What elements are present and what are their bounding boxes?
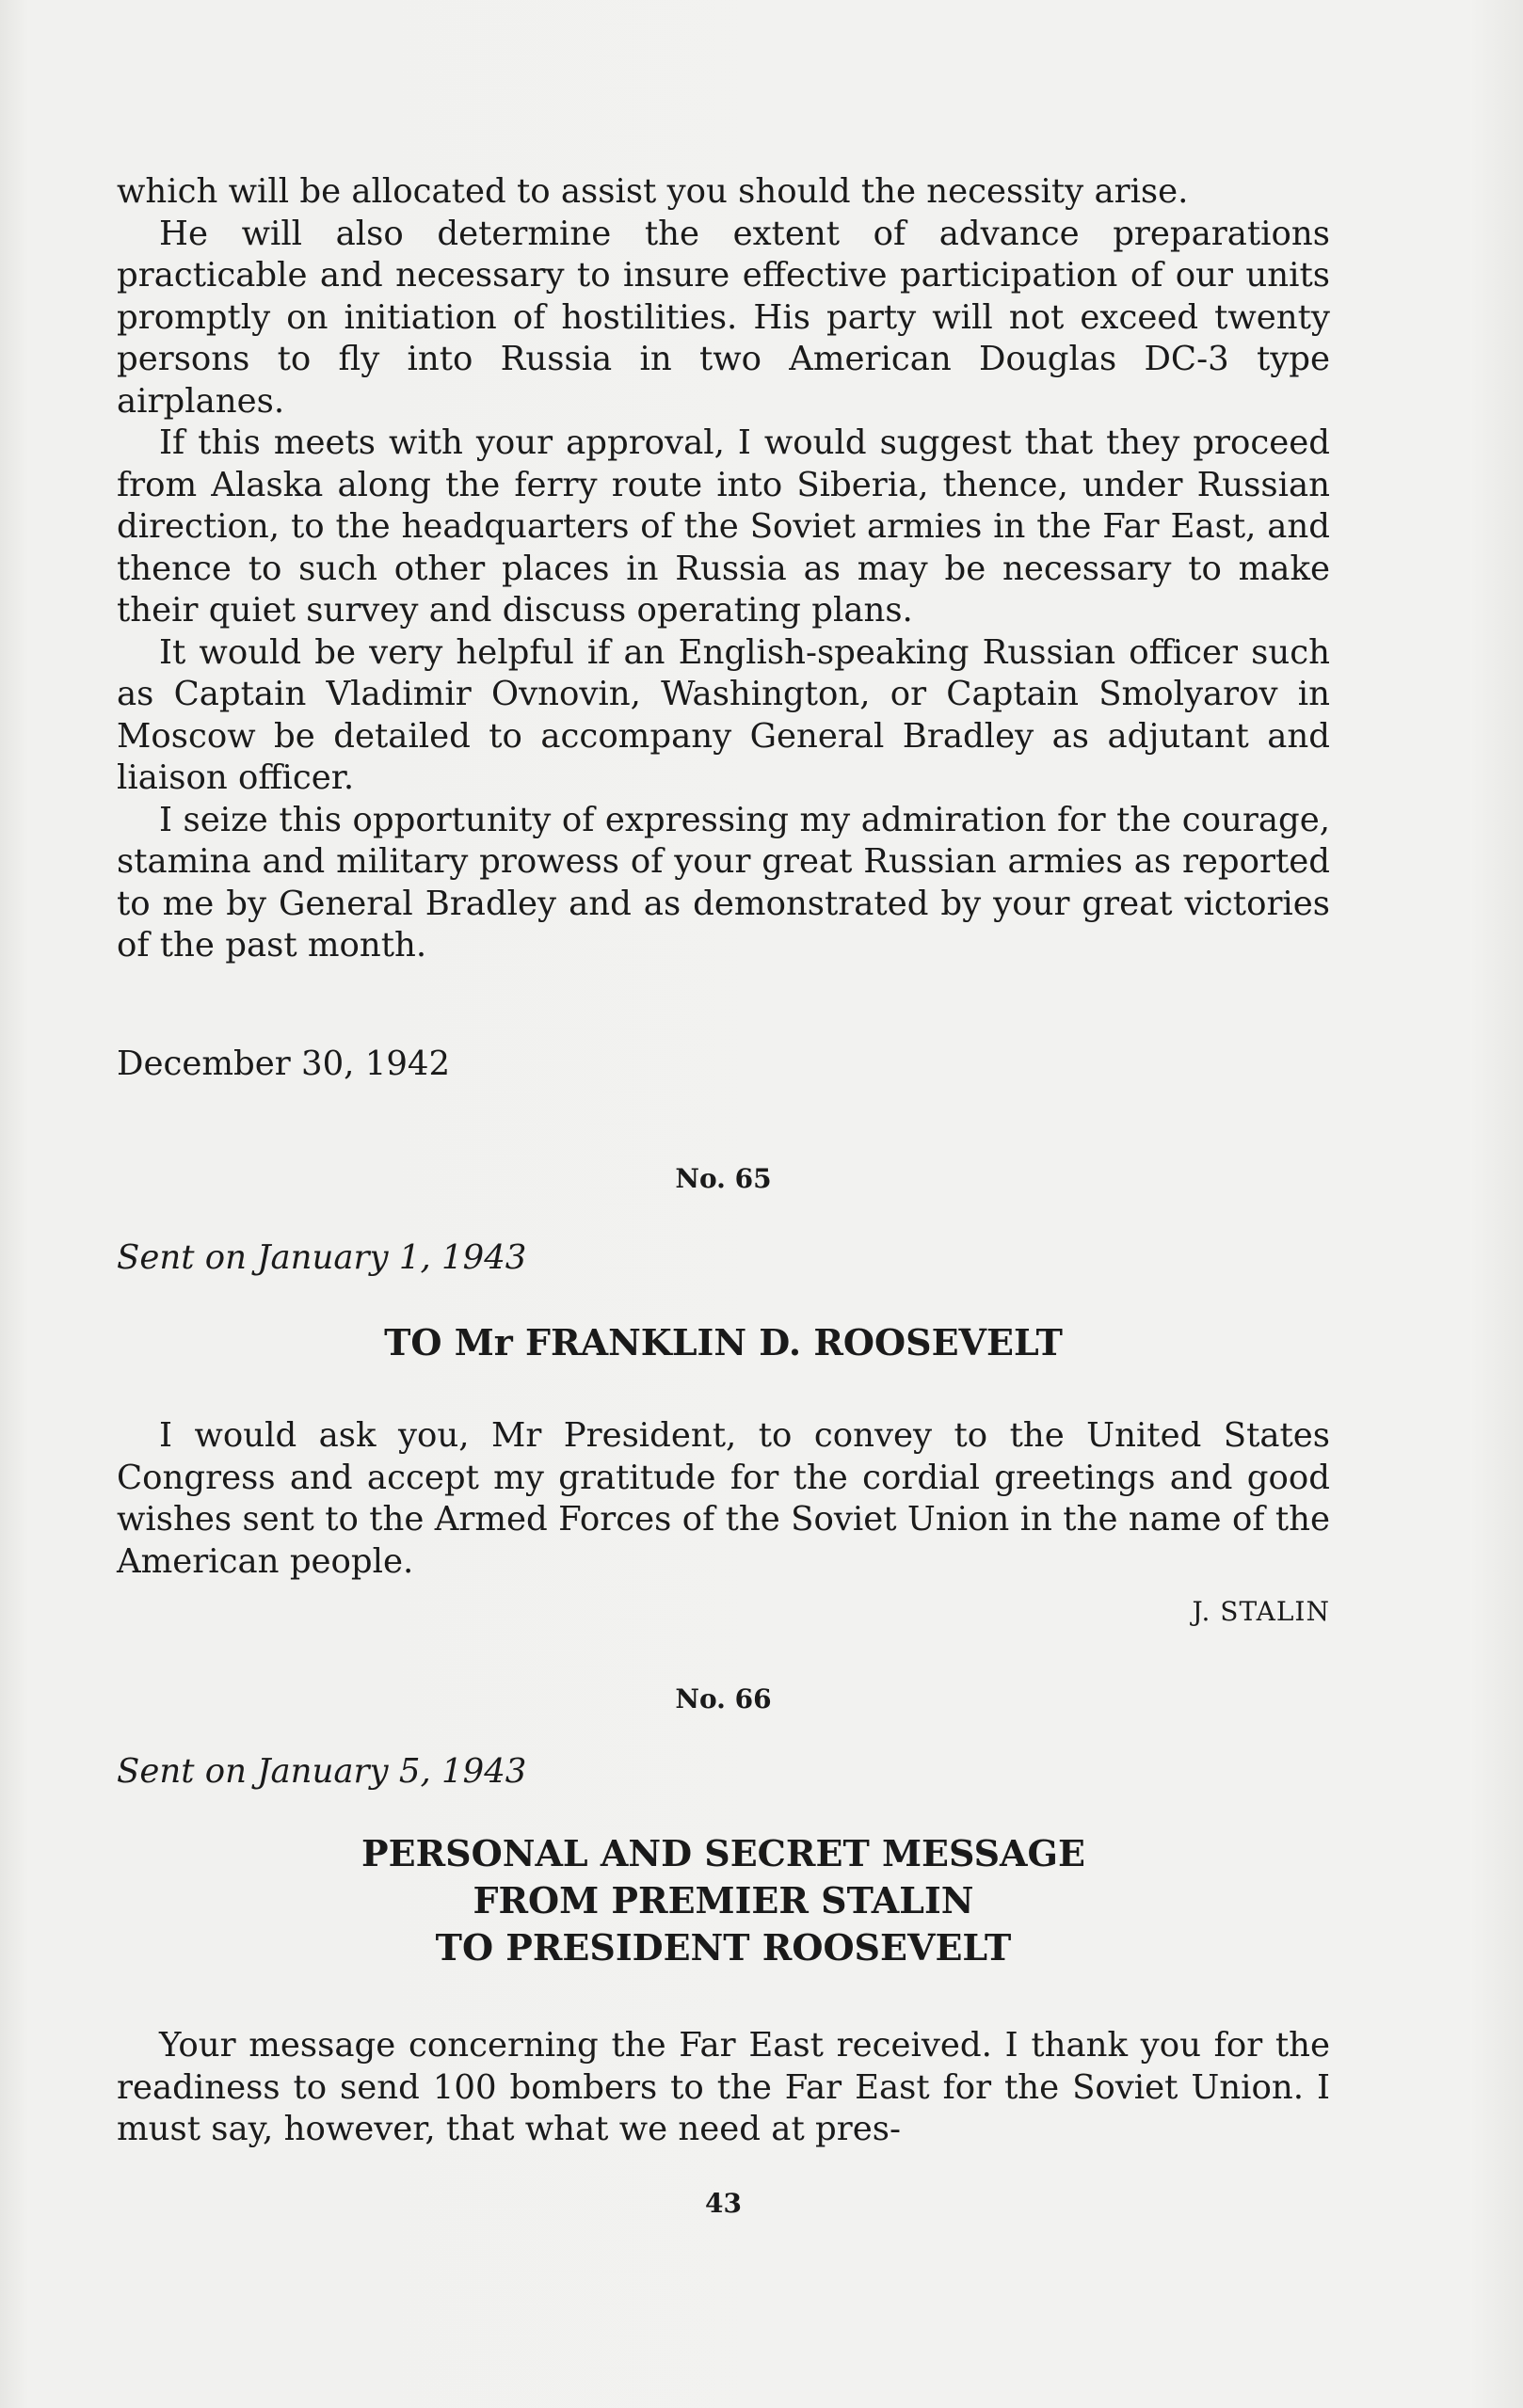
- document-heading: TO Mr FRANKLIN D. ROOSEVELT: [384, 1321, 1063, 1363]
- message-body: Your message concerning the Far East received. I thank you for the readiness to send 100 bombers to the Far East for the Soviet Union. I must say, however, that what we need at pres-: [117, 2026, 1330, 2148]
- message-body: I would ask you, Mr President, to convey to the United States Congress and accept my gratitude for the cordial greetings and good wishes sent to the Armed Forces of the Soviet Union in the name of the American people.: [117, 1416, 1330, 1581]
- letter-paragraph-1: which will be allocated to assist you should the necessity arise.: [117, 172, 1189, 211]
- doc65-signature: [117, 1596, 1330, 1627]
- doc65-body: [117, 1415, 1330, 1583]
- letter-paragraph-2: He will also determine the extent of advance preparations practicable and necessary to insure effective participation of our units promptly on initiation of hostilities. His party will not exceed twenty persons to fly into Russia in two American Douglas DC-3 type airplanes.: [117, 214, 1330, 421]
- sent-date: Sent on January 5, 1943: [117, 1752, 527, 1791]
- document-heading-line-2: FROM PREMIER STALIN: [473, 1879, 974, 1922]
- doc66-body: [117, 2025, 1330, 2151]
- sent-date: Sent on January 1, 1943: [117, 1238, 527, 1277]
- letter-paragraph-3: If this meets with your approval, I would suggest that they proceed from Alaska along the ferry route into Siberia, thence, under Russian direction, to the headquarters of the Soviet armies in the Far East, and thence to such other places in Russia as may be necessary to make their quiet survey and discuss operating plans.: [117, 423, 1330, 630]
- document-heading-line-1: PERSONAL AND SECRET MESSAGE: [361, 1832, 1085, 1874]
- page-number: 43: [705, 2188, 742, 2219]
- document-number: No. 66: [675, 1683, 772, 1714]
- doc66-number: [117, 1683, 1330, 1714]
- page-footer: [117, 2188, 1330, 2219]
- document-heading-line-3: TO PRESIDENT ROOSEVELT: [435, 1926, 1012, 1969]
- date-line: December 30, 1942: [117, 1045, 451, 1083]
- doc66-heading: [117, 1830, 1330, 1971]
- doc65-sent: [117, 1238, 1330, 1277]
- letter-paragraph-4: It would be very helpful if an English-speaking Russian officer such as Captain Vladimir Ovnovin, Washington, or Captain Smolyarov in Moscow be detailed to accompany General Bradley as adjutant and liaison officer.: [117, 632, 1330, 797]
- doc66-sent: [117, 1752, 1330, 1791]
- document-number: No. 65: [675, 1163, 772, 1194]
- signature: J. STALIN: [1192, 1596, 1330, 1627]
- letter-paragraph-5: I seize this opportunity of expressing my admiration for the courage, stamina and military prowess of your great Russian armies as reported to me by General Bradley and as demonstrated by your great victories of the past month.: [117, 800, 1330, 965]
- letter-date: [117, 1045, 1330, 1083]
- doc65-number: [117, 1163, 1330, 1194]
- continued-letter: [117, 171, 1330, 967]
- doc65-heading: [117, 1319, 1330, 1366]
